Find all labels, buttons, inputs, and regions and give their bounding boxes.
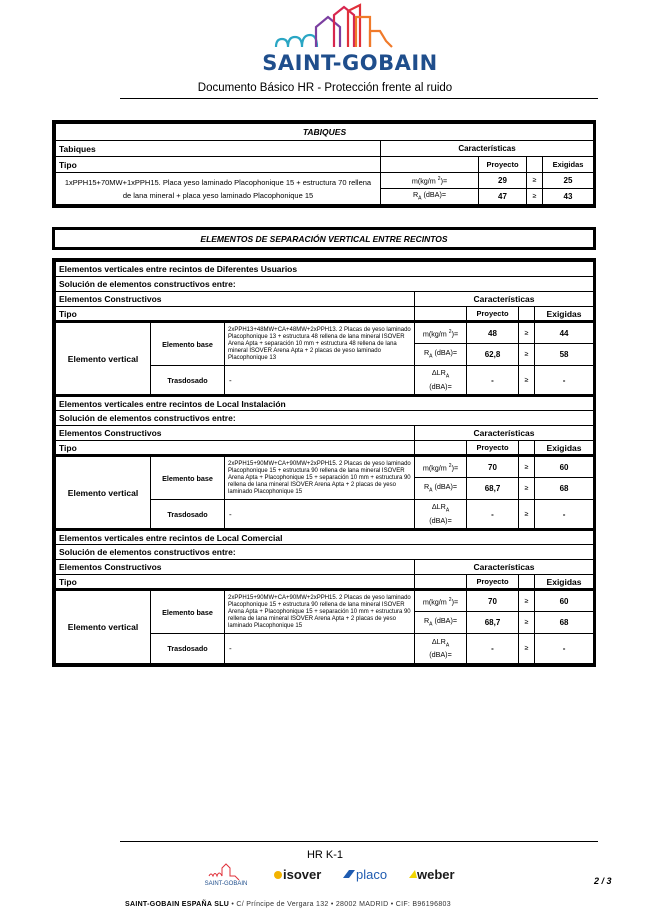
constructivos-label: Elementos Constructivos (56, 426, 415, 441)
proyecto-header: Proyecto (467, 441, 519, 456)
page-number: 2 / 3 (594, 876, 612, 886)
trasdosado-description: - (225, 634, 415, 664)
geq-symbol: ≥ (519, 500, 535, 530)
mass-param: m(kg/m $^2$)= (415, 322, 467, 344)
mass-exigidas: 60 (535, 590, 594, 612)
delta-lra-param: $\Delta LR_A$ (dBA)= (415, 366, 467, 396)
placo-logo-icon (341, 862, 397, 888)
separacion-vertical-table (52, 258, 596, 667)
solution-label: Solución de elementos constructivos entre: (56, 411, 594, 426)
tipo-label: Tipo (56, 157, 381, 173)
element-type-label: Elemento vertical (56, 322, 151, 396)
geq-symbol: ≥ (519, 590, 535, 612)
ra-proyecto: 68,7 (467, 478, 519, 500)
caracteristicas-header: Características (415, 426, 594, 441)
delta-lra-proyecto: - (467, 366, 519, 396)
tipo-label: Tipo (56, 575, 415, 590)
ra-param: $R_A$ (dBA)= (415, 344, 467, 366)
delta-lra-exigidas: - (535, 366, 594, 396)
section-heading: Elementos verticales entre recintos de Diferentes Usuarios (56, 262, 594, 277)
section-heading: Elementos verticales entre recintos de Local Instalación (56, 396, 594, 411)
ra-exigidas: 43 (543, 189, 594, 205)
ra-param: $R_A$ (dBA)= (415, 478, 467, 500)
ra-param: $R_A$ (dBA)= (415, 612, 467, 634)
ra-proyecto: 47 (479, 189, 527, 205)
document-title: Documento Básico HR - Protección frente al ruido (197, 82, 453, 94)
company-name: SAINT-GOBAIN ESPAÑA SLU (125, 901, 230, 908)
caracteristicas-header: Características (381, 141, 594, 157)
tabiques-title: TABIQUES (56, 124, 594, 141)
exigidas-header: Exigidas (535, 307, 594, 322)
exigidas-header: Exigidas (535, 441, 594, 456)
ra-exigidas: 68 (535, 612, 594, 634)
exigidas-header: Exigidas (543, 157, 594, 173)
brand-wordmark: SAINT-GOBAIN (262, 51, 438, 75)
footer-divider (120, 841, 598, 842)
trasdosado-label: Trasdosado (151, 366, 225, 396)
saint-gobain-small-logo-icon (195, 862, 257, 888)
proyecto-header: Proyecto (467, 307, 519, 322)
trasdosado-description: - (225, 500, 415, 530)
proyecto-header: Proyecto (479, 157, 527, 173)
geq-symbol: ≥ (519, 456, 535, 478)
mass-exigidas: 60 (535, 456, 594, 478)
mass-exigidas: 25 (543, 173, 594, 189)
weber-logo-icon (407, 862, 469, 888)
base-label: Elemento base (151, 456, 225, 500)
solution-label: Solución de elementos constructivos entre: (56, 545, 594, 560)
trasdosado-label: Trasdosado (151, 500, 225, 530)
geq-symbol: ≥ (527, 173, 543, 189)
tabiques-label: Tabiques (56, 141, 381, 157)
constructivos-label: Elementos Constructivos (56, 292, 415, 307)
header-divider (120, 98, 598, 99)
mass-param: m(kg/m $^2$)= (381, 173, 479, 189)
mass-proyecto: 70 (467, 456, 519, 478)
mass-proyecto: 70 (467, 590, 519, 612)
caracteristicas-header: Características (415, 560, 594, 575)
geq-symbol: ≥ (519, 322, 535, 344)
trasdosado-description: - (225, 366, 415, 396)
isover-logo-icon (273, 862, 329, 888)
svg-text:SAINT-GOBAIN: SAINT-GOBAIN (204, 881, 248, 887)
geq-symbol: ≥ (519, 344, 535, 366)
mass-proyecto: 48 (467, 322, 519, 344)
geq-symbol: ≥ (527, 189, 543, 205)
brand-logos (195, 862, 475, 888)
mass-param: m(kg/m $^2$)= (415, 456, 467, 478)
delta-lra-param: $\Delta LR_A$ (dBA)= (415, 634, 467, 664)
caracteristicas-header: Características (415, 292, 594, 307)
tipo-label: Tipo (56, 307, 415, 322)
delta-lra-exigidas: - (535, 634, 594, 664)
base-label: Elemento base (151, 322, 225, 366)
base-description: 2xPPH13+48MW+CA+48MW+2xPPH13. 2 Placas de yeso laminado Placophonique 13 + estructura 48 rellena de lana mineral ISOVER Arena Apta + separación 10 mm + estructura 48 rellena de lana mineral ISOVER Arena Apta + 2 placas de yeso laminado Placophonique 13 (225, 322, 415, 366)
ra-exigidas: 58 (535, 344, 594, 366)
ra-exigidas: 68 (535, 478, 594, 500)
section-heading: Elementos verticales entre recintos de Local Comercial (56, 530, 594, 545)
svg-text:isover: isover (283, 867, 322, 882)
delta-lra-param: $\Delta LR_A$ (dBA)= (415, 500, 467, 530)
tabiques-table (52, 120, 596, 208)
company-line (125, 901, 451, 908)
element-type-label: Elemento vertical (56, 590, 151, 664)
ra-param: $R_A$ (dBA)= (381, 189, 479, 205)
mass-exigidas: 44 (535, 322, 594, 344)
tipo-label: Tipo (56, 441, 415, 456)
geq-symbol: ≥ (519, 612, 535, 634)
tabique-description: 1xPPH15+70MW+1xPPH15. Placa yeso laminado Placophonique 15 + estructura 70 rellena de lana mineral + placa yeso laminado Placophonique 15 (56, 173, 381, 205)
base-label: Elemento base (151, 590, 225, 634)
element-type-label: Elemento vertical (56, 456, 151, 530)
geq-symbol: ≥ (519, 366, 535, 396)
ra-proyecto: 68,7 (467, 612, 519, 634)
mass-param: m(kg/m $^2$)= (415, 590, 467, 612)
svg-text:weber: weber (417, 867, 455, 882)
base-description: 2xPPH15+90MW+CA+90MW+2xPPH15. 2 Placas de yeso laminado Placophonique 15 + estructura 90 rellena de lana mineral ISOVER Arena Apta + Placophonique 15 + separación 10 mm + estructura 90 rellena de lana mineral ISOVER Arena Apta + 2 placas de yeso laminado Placophonique 15 (225, 456, 415, 500)
trasdosado-label: Trasdosado (151, 634, 225, 664)
proyecto-header: Proyecto (467, 575, 519, 590)
document-code: HR K-1 (306, 849, 344, 861)
mass-proyecto: 29 (479, 173, 527, 189)
constructivos-label: Elementos Constructivos (56, 560, 415, 575)
ra-proyecto: 62,8 (467, 344, 519, 366)
base-description: 2xPPH15+90MW+CA+90MW+2xPPH15. 2 Placas de yeso laminado Placophonique 15 + estructura 90 rellena de lana mineral ISOVER Arena Apta + Placophonique 15 + separación 10 mm + estructura 90 rellena de lana mineral ISOVER Arena Apta + 2 placas de yeso laminado Placophonique 15 (225, 590, 415, 634)
company-address: • C/ Príncipe de Vergara 132 • 28002 MADRID • CIF: B96196803 (229, 901, 451, 908)
delta-lra-proyecto: - (467, 500, 519, 530)
exigidas-header: Exigidas (535, 575, 594, 590)
delta-lra-proyecto: - (467, 634, 519, 664)
geq-symbol: ≥ (519, 478, 535, 500)
geq-symbol: ≥ (519, 634, 535, 664)
separacion-vertical-title: ELEMENTOS DE SEPARACIÓN VERTICAL ENTRE RECINTOS (52, 227, 596, 250)
svg-text:placo: placo (356, 867, 388, 882)
delta-lra-exigidas: - (535, 500, 594, 530)
solution-label: Solución de elementos constructivos entre: (56, 277, 594, 292)
